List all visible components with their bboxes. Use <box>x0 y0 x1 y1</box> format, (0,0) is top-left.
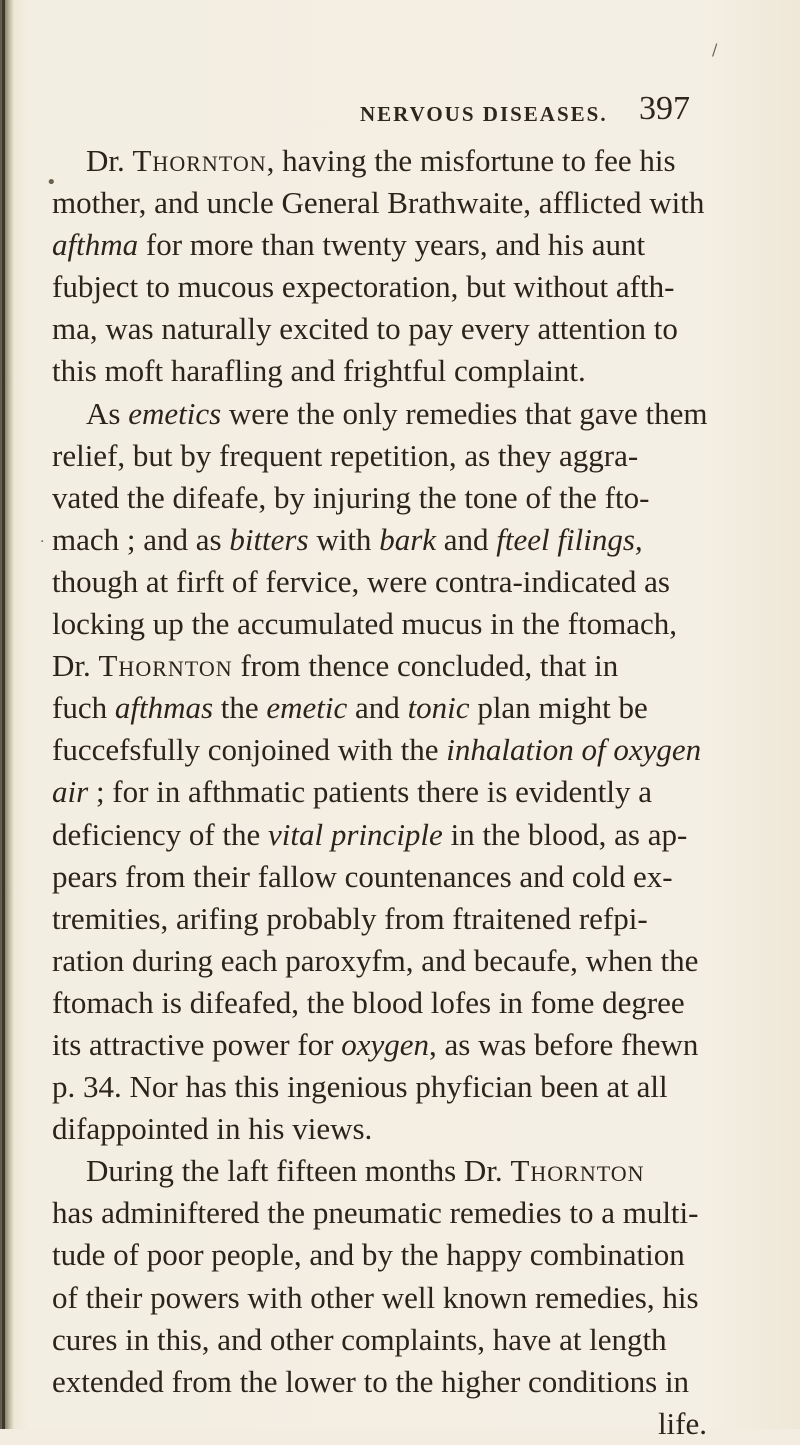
text-run: from thence concluded, that in <box>232 648 619 684</box>
italic-term: air <box>52 774 89 810</box>
text-run: Dr. <box>52 648 99 684</box>
text-run: relief, but by frequent repetition, as they aggra- <box>52 437 639 473</box>
text-line <box>52 308 717 350</box>
text-run: , as was before fhewn <box>429 1026 699 1062</box>
text-line <box>52 856 717 898</box>
text-run: difappointed in his views. <box>52 1111 373 1147</box>
text-run: Dr. <box>86 143 133 178</box>
text-run: and <box>347 690 408 726</box>
italic-term: oxygen <box>341 1026 429 1062</box>
text-run: deficiency of the <box>52 816 269 852</box>
text-run: this moft harafling and frightful complaint. <box>52 353 586 389</box>
text-line <box>52 814 717 856</box>
text-run: mother, and uncle General Brathwaite, afflicted with <box>52 185 705 221</box>
page-header <box>360 90 690 134</box>
text-line <box>52 729 717 771</box>
italic-term: fteel filings, <box>496 521 643 557</box>
text-line <box>52 771 717 813</box>
text-line <box>52 1319 717 1361</box>
margin-dot-mark: • <box>46 172 57 193</box>
name-smallcaps: Thornton <box>98 648 233 684</box>
text-line <box>52 266 717 308</box>
italic-term: emetic <box>266 690 348 726</box>
italic-term: bark <box>379 521 437 557</box>
running-title: NERVOUS DISEASES. <box>360 102 608 126</box>
text-run: tremities, arifing probably from ftraitened refpi- <box>52 900 648 936</box>
text-line <box>52 645 717 687</box>
text-line <box>52 1024 717 1066</box>
text-run: ftomach is difeafed, the blood lofes in fome degree <box>52 984 685 1020</box>
text-run: pears from their fallow countenances and cold ex- <box>52 858 673 894</box>
text-line <box>52 561 717 603</box>
text-line <box>52 393 717 435</box>
text-line <box>52 224 717 266</box>
text-line <box>52 140 717 182</box>
spine-binding-line <box>2 0 5 1429</box>
text-line <box>52 1403 717 1445</box>
text-line <box>52 982 717 1024</box>
text-run: ration during each paroxyfm, and becaufe, when the <box>52 942 699 978</box>
text-line <box>52 1361 717 1403</box>
text-line <box>52 182 717 224</box>
text-run: locking up the accumulated mucus in the ftomach, <box>52 606 677 642</box>
text-line <box>52 519 717 561</box>
text-run: During the laft fifteen months Dr. <box>86 1153 511 1189</box>
text-line <box>52 1277 717 1319</box>
text-run: mach ; and as <box>52 521 230 557</box>
text-line <box>52 1150 717 1192</box>
text-run: for more than twenty years, and his aunt <box>138 227 646 263</box>
page-number: 397 <box>639 90 690 127</box>
text-run: were the only remedies that gave them <box>221 395 708 431</box>
text-run: though at firft of fervice, were contra-indicated as <box>52 563 670 599</box>
italic-term: afthmas <box>114 690 214 726</box>
text-line <box>52 1066 717 1108</box>
text-run: plan might be <box>469 690 648 726</box>
italic-term: emetics <box>128 395 222 431</box>
text-run: As <box>86 395 129 431</box>
text-run: tude of poor people, and by the happy combination <box>52 1237 685 1273</box>
margin-speck-mark: · <box>40 534 45 550</box>
text-run: p. 34. Nor has this ingenious phyfician been at all <box>52 1069 668 1105</box>
text-line <box>52 687 717 729</box>
text-line <box>52 1192 717 1234</box>
text-run: , having the misfortune to fee his <box>266 143 676 178</box>
text-line <box>52 603 717 645</box>
text-run: ma, was naturally excited to pay every attention to <box>52 311 678 347</box>
text-line <box>52 1234 717 1276</box>
text-run: vated the difeafe, by injuring the tone of the fto- <box>52 479 650 515</box>
text-run: of their powers with other well known remedies, his <box>52 1279 699 1315</box>
text-line <box>52 477 717 519</box>
italic-term: bitters <box>229 521 309 557</box>
text-line <box>52 435 717 477</box>
text-run: the <box>213 690 267 726</box>
text-run: fubject to mucous expectoration, but without afth- <box>52 269 675 305</box>
name-smallcaps: Thornton <box>510 1153 645 1189</box>
text-line <box>52 350 717 392</box>
text-run: and <box>436 521 497 557</box>
text-run: extended from the lower to the higher conditions in <box>52 1363 690 1399</box>
italic-term: afthma <box>52 227 139 263</box>
text-run: has adminiftered the pneumatic remedies to a multi- <box>52 1195 699 1231</box>
text-run: fuccefsfully conjoined with the <box>52 732 447 768</box>
name-smallcaps: Thornton <box>132 143 267 178</box>
text-run: ; for in afthmatic patients there is evidently a <box>88 774 653 810</box>
italic-term: vital principle <box>268 816 443 852</box>
text-run: fuch <box>52 690 115 726</box>
text-run: cures in this, and other complaints, have at length <box>52 1321 667 1357</box>
book-spine-edge <box>0 0 14 1429</box>
italic-term: tonic <box>407 690 470 726</box>
top-stain-mark: / <box>712 40 718 59</box>
text-run: its attractive power for <box>52 1026 342 1062</box>
body-text <box>52 140 717 1445</box>
text-line <box>52 940 717 982</box>
text-line <box>52 1108 717 1150</box>
text-run: in the blood, as ap- <box>442 816 688 852</box>
text-line <box>52 898 717 940</box>
italic-term: inhalation of oxygen <box>446 732 702 768</box>
text-run: life. <box>657 1405 707 1441</box>
text-run: with <box>308 521 380 557</box>
